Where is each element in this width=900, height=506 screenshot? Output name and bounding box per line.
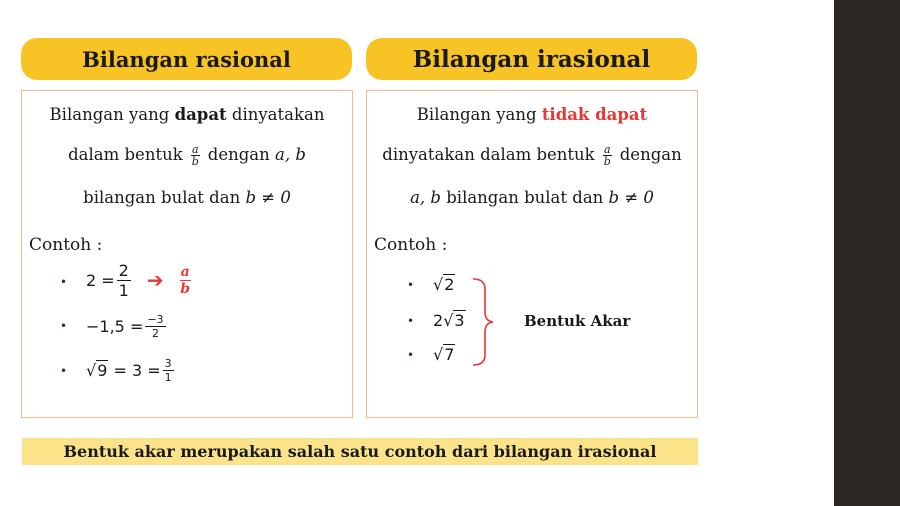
rasional-example-1	[86, 259, 194, 301]
bracket-label: Bentuk Akar	[524, 312, 631, 330]
frac-den: b	[180, 280, 191, 297]
irasional-title	[366, 38, 697, 80]
footer-text: Bentuk akar merupakan salah satu contoh dari bilangan irasional	[63, 442, 657, 461]
irasional-example-1	[433, 275, 455, 294]
frac-den: 1	[164, 370, 172, 384]
sqrt-icon: √	[443, 311, 454, 330]
right-sidebar	[834, 0, 900, 506]
rasional-def-line2	[22, 144, 352, 167]
frac-den: b	[191, 155, 199, 168]
irasional-title-text: Bilangan irasional	[412, 45, 651, 73]
def-vars: a, b	[275, 145, 306, 164]
def-text: dengan	[207, 145, 276, 164]
frac-num: 2	[118, 260, 129, 280]
def-text: dengan	[619, 145, 682, 164]
frac-num: a	[180, 263, 190, 280]
ex-lhs: −1,5 =	[86, 316, 144, 336]
rasional-example-2	[86, 308, 168, 344]
fraction-a-b	[191, 144, 200, 167]
curly-bracket-icon	[471, 277, 497, 367]
def-red: tidak dapat	[541, 105, 648, 124]
irasional-box	[366, 90, 698, 418]
footer-banner	[22, 438, 698, 465]
frac-num: 3	[164, 356, 172, 370]
frac-den: 1	[118, 280, 129, 300]
sqrt-icon: √	[433, 345, 444, 364]
irasional-def-line2	[367, 144, 697, 167]
def-text: dinyatakan	[226, 105, 325, 124]
def-math: b ≠ 0	[245, 188, 291, 207]
coefficient: 2	[433, 311, 444, 330]
sqrt-9	[86, 361, 108, 380]
frac-den: 2	[151, 326, 159, 340]
rasional-contoh: Contoh :	[29, 235, 103, 255]
radicand: 2	[444, 275, 455, 294]
radicand: 7	[444, 345, 455, 364]
irasional-def-line3	[367, 188, 697, 207]
ex-fraction	[145, 313, 165, 340]
frac-num: a	[603, 143, 611, 156]
irasional-example-2	[433, 311, 466, 330]
sqrt-icon: √	[433, 275, 444, 294]
irasional-def-line1	[367, 105, 697, 124]
bullet: •	[60, 364, 68, 378]
frac-num: −3	[147, 312, 164, 326]
bullet: •	[407, 314, 415, 328]
ex-fraction	[117, 261, 131, 300]
irasional-contoh: Contoh :	[374, 235, 448, 255]
def-text: Bilangan yang	[416, 105, 542, 124]
arrow-right-icon: ➔	[146, 268, 164, 292]
def-text: bilangan bulat dan	[440, 188, 609, 207]
rasional-title-text: Bilangan rasional	[82, 46, 291, 72]
bullet: •	[60, 319, 68, 333]
radicand: 9	[97, 360, 108, 380]
def-text: dinyatakan dalam bentuk	[382, 145, 595, 164]
def-text: Bilangan yang	[49, 105, 175, 124]
bullet: •	[407, 348, 415, 362]
result-fraction	[180, 264, 191, 297]
def-math: b ≠ 0	[608, 188, 654, 207]
bullet: •	[60, 275, 68, 289]
rasional-def-line1	[22, 105, 352, 124]
radicand: 3	[454, 311, 465, 330]
def-text: bilangan bulat dan	[83, 188, 246, 207]
ex-fraction	[163, 357, 174, 384]
rasional-example-3	[86, 353, 176, 387]
rasional-title	[21, 38, 352, 80]
frac-num: a	[191, 143, 199, 156]
def-text: dalam bentuk	[68, 145, 183, 164]
frac-den: b	[603, 155, 611, 168]
fraction-a-b	[603, 144, 612, 167]
ex-mid: = 3 =	[108, 360, 161, 380]
sqrt-icon: √	[86, 360, 97, 380]
def-bold: dapat	[174, 105, 227, 124]
irasional-example-3	[433, 345, 455, 364]
ex-lhs: 2 =	[86, 270, 115, 290]
bullet: •	[407, 278, 415, 292]
def-vars: a, b	[410, 188, 441, 207]
rasional-box	[21, 90, 353, 418]
rasional-def-line3	[22, 188, 352, 207]
